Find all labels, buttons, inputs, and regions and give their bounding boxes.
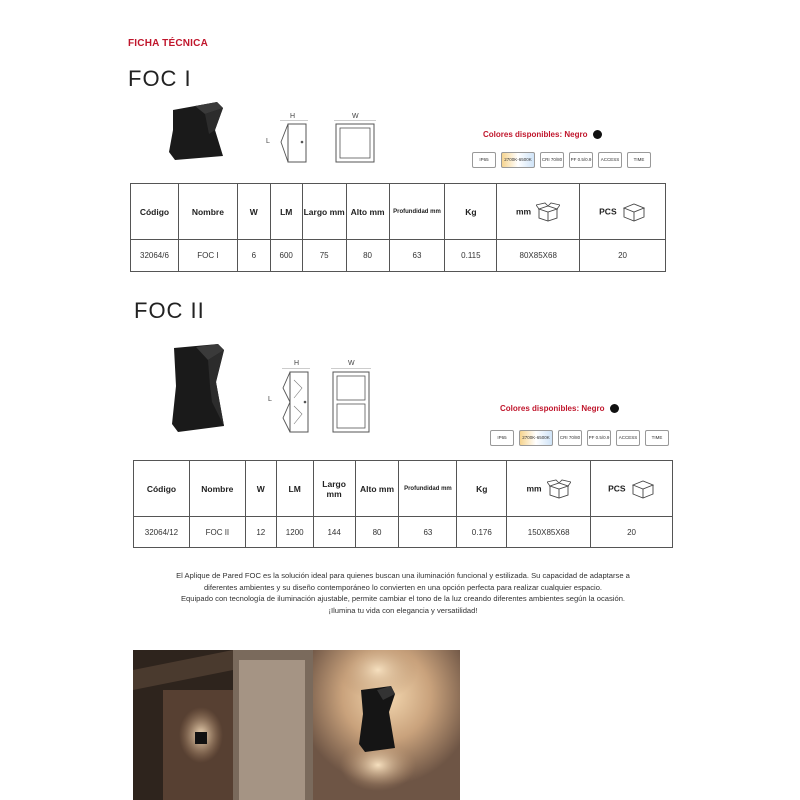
cell-profundidad: 63 [389, 240, 445, 272]
dimension-label-w: W [352, 113, 359, 120]
power-factor-badge: PF 0.5/0.9 [569, 152, 593, 168]
clock-icon: TIME [627, 152, 651, 168]
product-title: FOC II [134, 298, 205, 323]
header-codigo: Código [131, 184, 179, 240]
closed-box-icon [631, 479, 655, 499]
cell-pcs: 20 [591, 517, 673, 548]
header-alto: Alto mm [346, 184, 389, 240]
cell-box-dimensions: 150X85X68 [507, 517, 591, 548]
front-view-drawing [334, 120, 376, 164]
header-largo: Largo mm [302, 184, 346, 240]
header-codigo: Código [134, 461, 190, 517]
cell-lm: 1200 [276, 517, 313, 548]
cell-lm: 600 [270, 240, 302, 272]
cell-kg: 0.115 [445, 240, 497, 272]
cell-nombre: FOC II [189, 517, 245, 548]
colors-available [500, 404, 619, 413]
ip65-badge: IP65 [472, 152, 496, 168]
dimension-label-l: L [268, 396, 272, 403]
header-pieces [580, 184, 666, 240]
ip65-badge: IP65 [490, 430, 514, 446]
cell-alto: 80 [346, 240, 389, 272]
dimension-label-h: H [290, 113, 296, 120]
header-largo: Largo mm [313, 461, 355, 517]
description-line: Equipado con tecnología de iluminación ajustable, permite cambiar el tono de la luz creando diferentes ambientes según la ocasión. [180, 594, 626, 603]
certification-badges [472, 152, 651, 168]
header-profundidad: Profundidad mm [389, 184, 445, 240]
cell-codigo: 32064/6 [131, 240, 179, 272]
cell-largo: 75 [302, 240, 346, 272]
dimension-label-w: W [348, 360, 355, 367]
product-description [118, 570, 688, 616]
header-lm: LM [276, 461, 313, 517]
colors-label: Colores disponibles: Negro [500, 404, 605, 413]
side-view-drawing [280, 368, 312, 434]
header-alto: Alto mm [355, 461, 399, 517]
power-factor-badge: PF 0.5/0.9 [587, 430, 611, 446]
header-profundidad: Profundidad mm [399, 461, 457, 517]
dimension-label-l: L [266, 138, 270, 145]
section-label: FICHA TÉCNICA [128, 38, 209, 49]
header-nombre: Nombre [178, 184, 237, 240]
header-pieces [591, 461, 673, 517]
table-row [131, 240, 666, 272]
header-nombre: Nombre [189, 461, 245, 517]
color-swatch-black [593, 130, 602, 139]
product-title: FOC I [128, 66, 192, 91]
description-line: ¡Ilumina tu vida con elegancia y versatilidad! [328, 605, 478, 615]
cell-kg: 0.176 [457, 517, 507, 548]
header-w: W [245, 461, 276, 517]
color-swatch-black [610, 404, 619, 413]
table-row [134, 517, 673, 548]
colors-label: Colores disponibles: Negro [483, 130, 588, 139]
description-line: diferentes ambientes y su diseño contemporáneo lo convierten en una opción perfecta para realizar cualquier espacio. [203, 582, 603, 592]
header-kg: Kg [457, 461, 507, 517]
spec-table [130, 183, 666, 272]
lifestyle-photo [133, 650, 460, 800]
open-box-icon [536, 202, 560, 222]
header-box-dimensions [497, 184, 580, 240]
product-image [168, 342, 228, 434]
product-image [165, 100, 227, 162]
access-icon: ACCESS [616, 430, 640, 446]
spec-table [133, 460, 673, 548]
cell-w: 6 [237, 240, 270, 272]
header-mm: mm [526, 482, 542, 493]
header-box-dimensions [507, 461, 591, 517]
header-lm: LM [270, 184, 302, 240]
color-temperature-badge: 2700K-6500K [501, 152, 535, 168]
cri-badge: CRI 70/80 [540, 152, 564, 168]
header-kg: Kg [445, 184, 497, 240]
table-header-row [131, 184, 666, 240]
colors-available [483, 130, 602, 139]
cell-box-dimensions: 80X85X68 [497, 240, 580, 272]
closed-box-icon [622, 202, 646, 222]
cell-largo: 144 [313, 517, 355, 548]
header-pcs: PCS [608, 482, 626, 493]
header-w: W [237, 184, 270, 240]
description-line: El Aplique de Pared FOC es la solución ideal para quienes buscan una iluminación funcional y estilizada. Su capacidad de adaptarse a [176, 571, 630, 580]
cell-profundidad: 63 [399, 517, 457, 548]
cell-codigo: 32064/12 [134, 517, 190, 548]
dimension-label-h: H [294, 360, 300, 367]
cell-alto: 80 [355, 517, 399, 548]
open-box-icon [547, 479, 571, 499]
cell-w: 12 [245, 517, 276, 548]
cell-nombre: FOC I [178, 240, 237, 272]
cri-badge: CRI 70/80 [558, 430, 582, 446]
side-view-drawing [278, 120, 310, 164]
clock-icon: TIME [645, 430, 669, 446]
access-icon: ACCESS [598, 152, 622, 168]
header-pcs: PCS [599, 205, 617, 216]
cell-pcs: 20 [580, 240, 666, 272]
color-temperature-badge: 2700K-6500K [519, 430, 553, 446]
table-header-row [134, 461, 673, 517]
certification-badges [490, 430, 669, 446]
front-view-drawing [331, 368, 371, 434]
header-mm: mm [515, 205, 532, 216]
